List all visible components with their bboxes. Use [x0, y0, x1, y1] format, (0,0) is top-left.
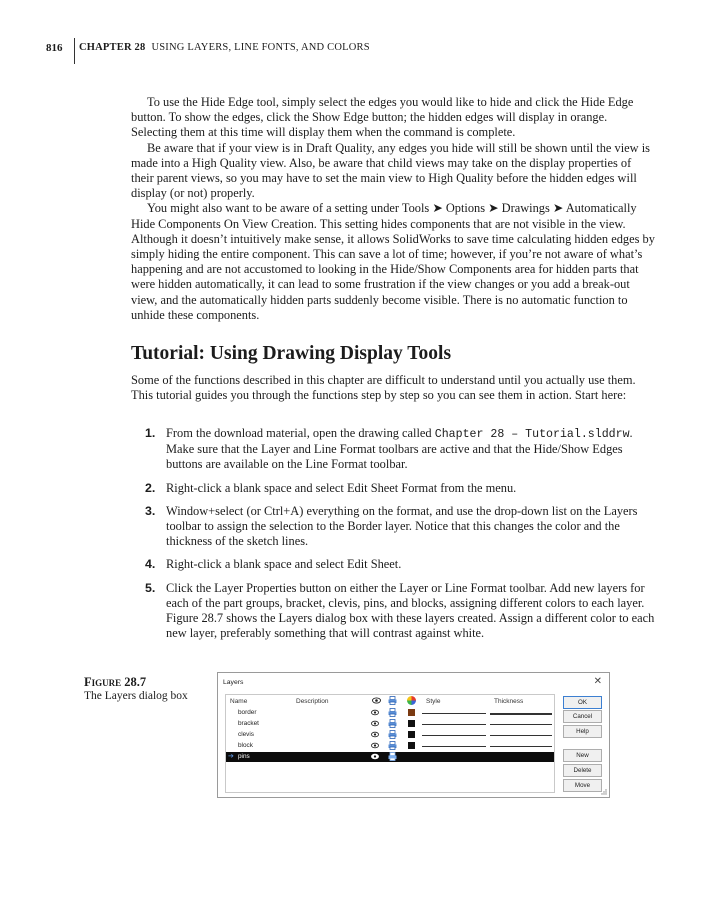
- figure-number: Figure 28.7: [84, 675, 147, 689]
- color-swatch[interactable]: [408, 720, 415, 727]
- figure-caption-text: The Layers dialog box: [84, 690, 188, 702]
- ok-button[interactable]: OK: [563, 696, 602, 709]
- line-style[interactable]: [422, 735, 486, 736]
- visibility-header-icon: [372, 697, 381, 704]
- paragraph-draft-quality: Be aware that if your view is in Draft Quality, any edges you hide will still be shown until the view is made into a High Quality view. Also, be aware that child views may take on the display properties of their parent views, so you may have to set the main view to High Quality before the hidden edges will display (or not) properly.: [131, 140, 650, 201]
- column-header-thickness[interactable]: Thickness: [494, 698, 524, 705]
- line-thickness[interactable]: [490, 746, 552, 747]
- color-wheel-icon: [407, 696, 416, 705]
- chapter-title: USING LAYERS, LINE FONTS, AND COLORS: [151, 42, 370, 53]
- close-icon[interactable]: ✕: [593, 676, 602, 687]
- step-item: [145, 581, 657, 642]
- paragraph-auto-hide: You might also want to be aware of a setting under Tools ➤ Options ➤ Drawings ➤ Automatically Hide Components On View Creation. This setting hides components that are not visible in the view. Although it doesn’t intuitively make sense, it allows SolidWorks to save time calculating hidden edges by simply hiding the entire component. This can save a lot of time; however, if you’re not aware of what’s happening and are not accustomed to looking in the Hide/Show Components area for hidden parts that were hidden automatically, it can lead to some frustration if the view changes or you add a break-out view, and the automatically hidden parts suddenly become visible. There is no automatic function to unhide these components.: [131, 201, 655, 322]
- tutorial-steps: [145, 426, 657, 649]
- layer-name: bracket: [238, 720, 259, 727]
- body-text: [131, 95, 655, 323]
- step-item: [145, 426, 657, 473]
- layer-row[interactable]: [226, 741, 554, 751]
- visibility-icon[interactable]: [371, 753, 379, 760]
- line-style[interactable]: [422, 724, 486, 725]
- header-divider: [74, 38, 75, 64]
- visibility-icon[interactable]: [371, 720, 379, 727]
- print-header-icon: [388, 696, 397, 705]
- print-icon[interactable]: [388, 741, 397, 750]
- help-button[interactable]: Help: [563, 725, 602, 738]
- line-thickness[interactable]: [490, 735, 552, 736]
- line-style[interactable]: [422, 746, 486, 747]
- column-header-style[interactable]: Style: [426, 698, 441, 705]
- color-swatch[interactable]: [408, 731, 415, 738]
- step-item: [145, 557, 657, 572]
- step-text: Right-click a blank space and select Edit Sheet.: [166, 557, 402, 572]
- current-layer-arrow-icon: ➔: [228, 753, 234, 760]
- print-icon[interactable]: [388, 730, 397, 739]
- line-thickness[interactable]: [490, 724, 552, 725]
- step-item: [145, 504, 657, 550]
- chapter-label: CHAPTER 28: [79, 42, 146, 53]
- step-number: 3.: [145, 503, 156, 518]
- line-thickness[interactable]: [490, 713, 552, 715]
- move-button[interactable]: Move: [563, 779, 602, 792]
- step-number: 2.: [145, 480, 156, 495]
- column-header-description[interactable]: Description: [296, 698, 329, 705]
- step-number: 4.: [145, 557, 156, 572]
- cancel-button[interactable]: Cancel: [563, 710, 602, 723]
- figure-caption: [84, 675, 188, 703]
- step-text: Click the Layer Properties button on either the Layer or Line Format toolbar. Add new layers for each of the part groups, bracket, clevis, pins, and blocks, assigning different colors to each layer. Figure 28.7 shows the Layers dialog box with these layers created. Assign a different color to each new layer, preferably something that will contrast against white.: [166, 580, 655, 641]
- step-filename: Chapter 28 – Tutorial.slddrw: [434, 428, 630, 441]
- layer-row[interactable]: [226, 730, 554, 740]
- visibility-icon[interactable]: [371, 742, 379, 749]
- layer-name: border: [238, 709, 257, 716]
- layers-dialog: [217, 672, 610, 798]
- layers-grid: [225, 694, 555, 793]
- layer-row[interactable]: [226, 708, 554, 718]
- paragraph-hide-edge: To use the Hide Edge tool, simply select the edges you would like to hide and click the Hide Edge button. To show the edges, click the Show Edge button; the hidden edges will display in orange. Selecting them at this time will display them when the command is complete.: [131, 95, 634, 140]
- step-number: 5.: [145, 580, 156, 595]
- tutorial-intro: Some of the functions described in this chapter are difficult to understand until you actually use them. This tutorial guides you through the functions step by step so you can see them in action. Start here:: [131, 373, 636, 403]
- step-text: . Make sure that the Layer and Line Format toolbars are active and that the Hide/Show Edges buttons are available on the Line Format toolbar.: [166, 426, 633, 472]
- step-number: 1.: [145, 426, 156, 440]
- step-text: Window+select (or Ctrl+A) everything on the format, and use the drop-down list on the Layers toolbar to assign the selection to the Border layer. Notice that this changes the color and the thickness of the sketch lines.: [166, 503, 638, 549]
- layer-name: clevis: [238, 731, 254, 738]
- dialog-title: Layers: [223, 679, 244, 686]
- step-item: [145, 481, 657, 496]
- delete-layer-button[interactable]: Delete: [563, 764, 602, 777]
- color-swatch[interactable]: [408, 742, 415, 749]
- layer-name: block: [238, 742, 253, 749]
- color-swatch[interactable]: [408, 709, 415, 716]
- visibility-icon[interactable]: [371, 709, 379, 716]
- resize-grip-icon[interactable]: [600, 788, 607, 795]
- chapter-heading: [79, 42, 370, 53]
- page-number: 816: [46, 42, 63, 54]
- running-header: [46, 38, 666, 64]
- column-header-name[interactable]: Name: [230, 698, 248, 705]
- layer-row[interactable]: [226, 719, 554, 729]
- visibility-icon[interactable]: [371, 731, 379, 738]
- tutorial-title: Tutorial: Using Drawing Display Tools: [131, 343, 452, 364]
- layer-row-selected[interactable]: [226, 752, 554, 762]
- print-icon[interactable]: [388, 752, 397, 761]
- print-icon[interactable]: [388, 719, 397, 728]
- layer-name: pins: [238, 753, 250, 760]
- print-icon[interactable]: [388, 708, 397, 717]
- step-text: Right-click a blank space and select Edit Sheet Format from the menu.: [166, 480, 517, 495]
- new-layer-button[interactable]: New: [563, 749, 602, 762]
- step-text: From the download material, open the drawing called: [166, 426, 435, 440]
- line-style[interactable]: [422, 713, 486, 714]
